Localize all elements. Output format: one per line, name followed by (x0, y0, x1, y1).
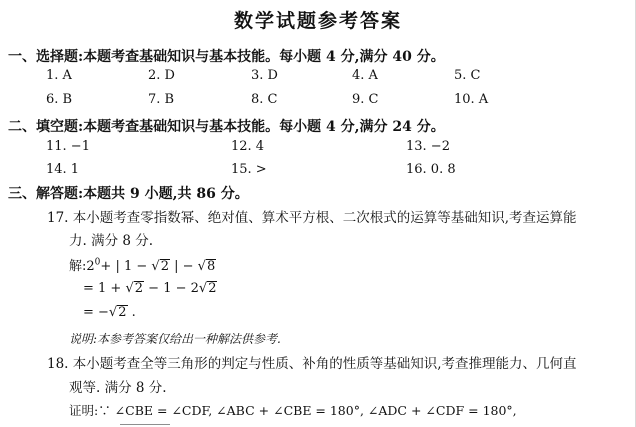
answer-10: 10. A (454, 92, 489, 107)
step3-part2: . (127, 305, 136, 320)
answer-5: 5. C (454, 68, 481, 83)
answer-3: 3. D (251, 68, 278, 83)
answer-14: 14. 1 (46, 162, 80, 177)
sqrt-radicand: 2 (118, 305, 127, 320)
q17-solution-line2 (83, 281, 217, 296)
q17-solution-line3 (83, 305, 136, 320)
solution-prefix: 解: (69, 259, 87, 274)
exponent: 0 (94, 257, 101, 268)
q17-note: 说明:本参考答案仅给出一种解法供参考. (69, 332, 281, 346)
answer-13: 13. −2 (406, 139, 450, 154)
answer-16: 16. 0. 8 (406, 162, 456, 177)
answer-6: 6. B (46, 92, 73, 107)
abs-close: | − (169, 259, 198, 274)
answer-1: 1. A (46, 68, 72, 83)
answer-8: 8. C (251, 92, 278, 107)
sqrt-symbol: √ (125, 281, 134, 296)
sqrt-symbol: √ (198, 281, 208, 296)
answer-7: 7. B (148, 92, 175, 107)
step2-part2: − 1 − 2 (144, 281, 199, 296)
answer-9: 9. C (352, 92, 379, 107)
plus: + (100, 259, 116, 274)
sqrt-radicand: 8 (206, 259, 216, 274)
sqrt-radicand: 2 (134, 281, 144, 296)
step2-part1: = 1 + (83, 281, 126, 296)
answer-15: 15. > (231, 162, 267, 177)
sqrt-symbol: √ (108, 305, 118, 320)
abs-open: | 1 − (115, 259, 152, 274)
sqrt-radicand: 2 (160, 259, 169, 274)
q18-description-line1: 18. 本小题考查全等三角形的判定与性质、补角的性质等基础知识,考查推理能力、几何直 (47, 356, 577, 372)
q17-description-line1: 17. 本小题考查零指数幂、绝对值、算术平方根、二次根式的运算等基础知识,考查运算能 (47, 210, 577, 226)
q18-description-line2: 观等. 满分 8 分. (69, 380, 167, 396)
answer-12: 12. 4 (231, 139, 265, 154)
q18-proof-line1: 证明:∵ ∠CBE = ∠CDF, ∠ABC + ∠CBE = 180°, ∠ADC + ∠CDF = 180°, (69, 403, 517, 418)
section3-heading: 三、解答题:本题共 9 小题,共 86 分。 (8, 186, 249, 202)
sqrt-symbol: √ (151, 259, 160, 274)
step3-part1: = − (83, 305, 109, 320)
sqrt-symbol: √ (197, 259, 206, 274)
section2-heading: 二、填空题:本题考查基础知识与基本技能。每小题 4 分,满分 24 分。 (8, 119, 445, 135)
q17-description-line2: 力. 满分 8 分. (69, 233, 154, 249)
sqrt-radicand: 2 (208, 281, 217, 296)
answer-11: 11. −1 (46, 139, 90, 154)
answer-4: 4. A (352, 68, 378, 83)
q17-solution-line1 (69, 255, 216, 274)
cutoff-line-fragment (120, 420, 180, 427)
section1-heading: 一、选择题:本题考查基础知识与基本技能。每小题 4 分,满分 40 分。 (8, 49, 445, 65)
base: 2 (86, 259, 95, 274)
page-title: 数学试题参考答案 (233, 10, 402, 32)
answer-2: 2. D (148, 68, 175, 83)
